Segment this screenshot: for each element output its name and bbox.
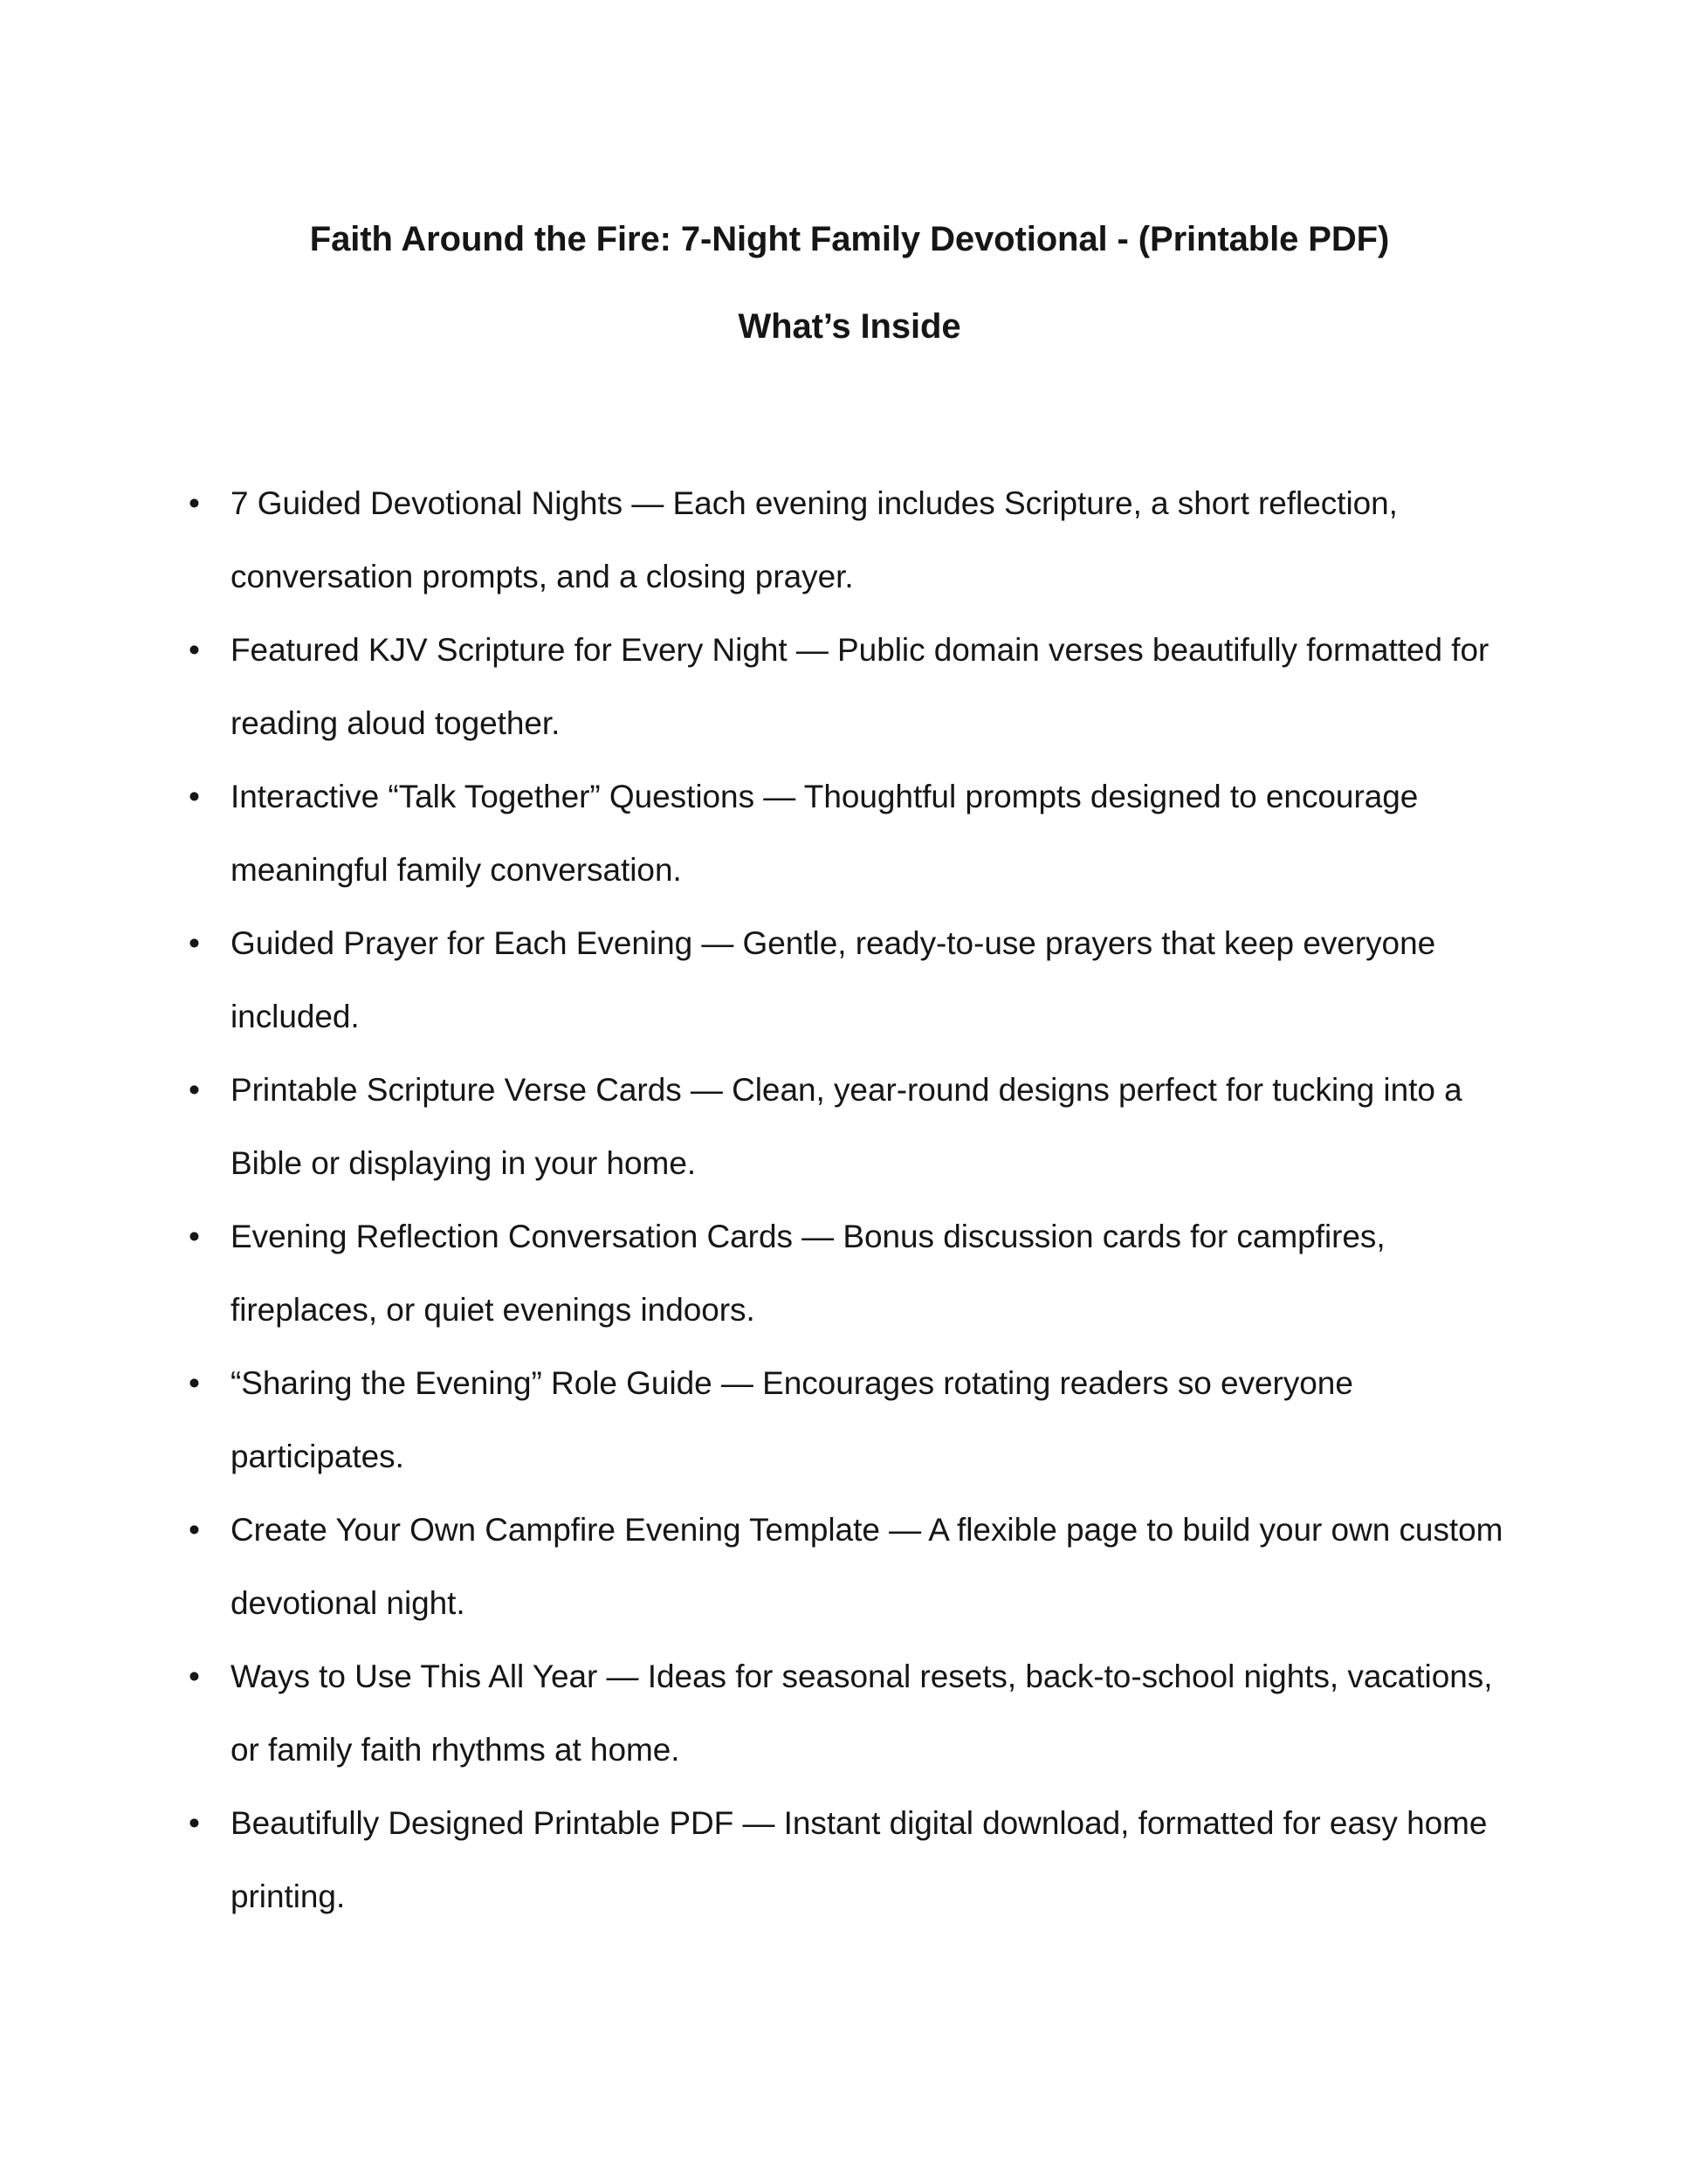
- list-item: [182, 1494, 1510, 1640]
- list-item: [182, 467, 1510, 614]
- features-list: [0, 467, 1699, 1933]
- title-block: [0, 0, 1699, 350]
- bullet-icon: •: [189, 1512, 200, 1549]
- list-item-text: “Sharing the Evening” Role Guide — Encourages rotating readers so everyone participates.: [230, 1365, 1353, 1475]
- list-item: [182, 1347, 1510, 1494]
- list-item: [182, 1787, 1510, 1933]
- list-item-text: Evening Reflection Conversation Cards — Bonus discussion cards for campfires, fireplaces, or quiet evenings indoors.: [230, 1219, 1386, 1329]
- list-item: [182, 1640, 1510, 1787]
- list-item-text: Ways to Use This All Year — Ideas for seasonal resets, back-to-school nights, vacations, or family faith rhythms at home.: [230, 1659, 1493, 1768]
- bullet-icon: •: [189, 1365, 200, 1402]
- list-item: [182, 1200, 1510, 1347]
- list-item: [182, 907, 1510, 1054]
- list-item: [182, 760, 1510, 907]
- bullet-icon: •: [189, 779, 200, 815]
- list-item-text: 7 Guided Devotional Nights — Each evening includes Scripture, a short reflection, conversation prompts, and a closing prayer.: [230, 485, 1398, 595]
- list-item-text: Create Your Own Campfire Evening Template — A flexible page to build your own custom devotional night.: [230, 1512, 1503, 1622]
- list-item-text: Guided Prayer for Each Evening — Gentle, ready-to-use prayers that keep everyone included.: [230, 925, 1436, 1035]
- page-title: Faith Around the Fire: 7-Night Family Devotional - (Printable PDF): [309, 220, 1390, 258]
- list-item-text: Featured KJV Scripture for Every Night — Public domain verses beautifully formatted for reading aloud together.: [230, 632, 1489, 742]
- list-item: [182, 1054, 1510, 1200]
- bullet-icon: •: [189, 632, 200, 669]
- list-item-text: Beautifully Designed Printable PDF — Instant digital download, formatted for easy home printing.: [230, 1805, 1488, 1915]
- list-item: [182, 614, 1510, 760]
- list-item-text: Printable Scripture Verse Cards — Clean, year-round designs perfect for tucking into a Bible or displaying in your home.: [230, 1072, 1462, 1182]
- list-item-text: Interactive “Talk Together” Questions — Thoughtful prompts designed to encourage meaningful family conversation.: [230, 779, 1419, 889]
- bullet-icon: •: [189, 1219, 200, 1255]
- bullet-icon: •: [189, 485, 200, 522]
- bullet-icon: •: [189, 1659, 200, 1695]
- bullet-icon: •: [189, 925, 200, 962]
- bullet-icon: •: [189, 1072, 200, 1109]
- section-heading-whats-inside: What’s Inside: [738, 306, 961, 346]
- bullet-icon: •: [189, 1805, 200, 1842]
